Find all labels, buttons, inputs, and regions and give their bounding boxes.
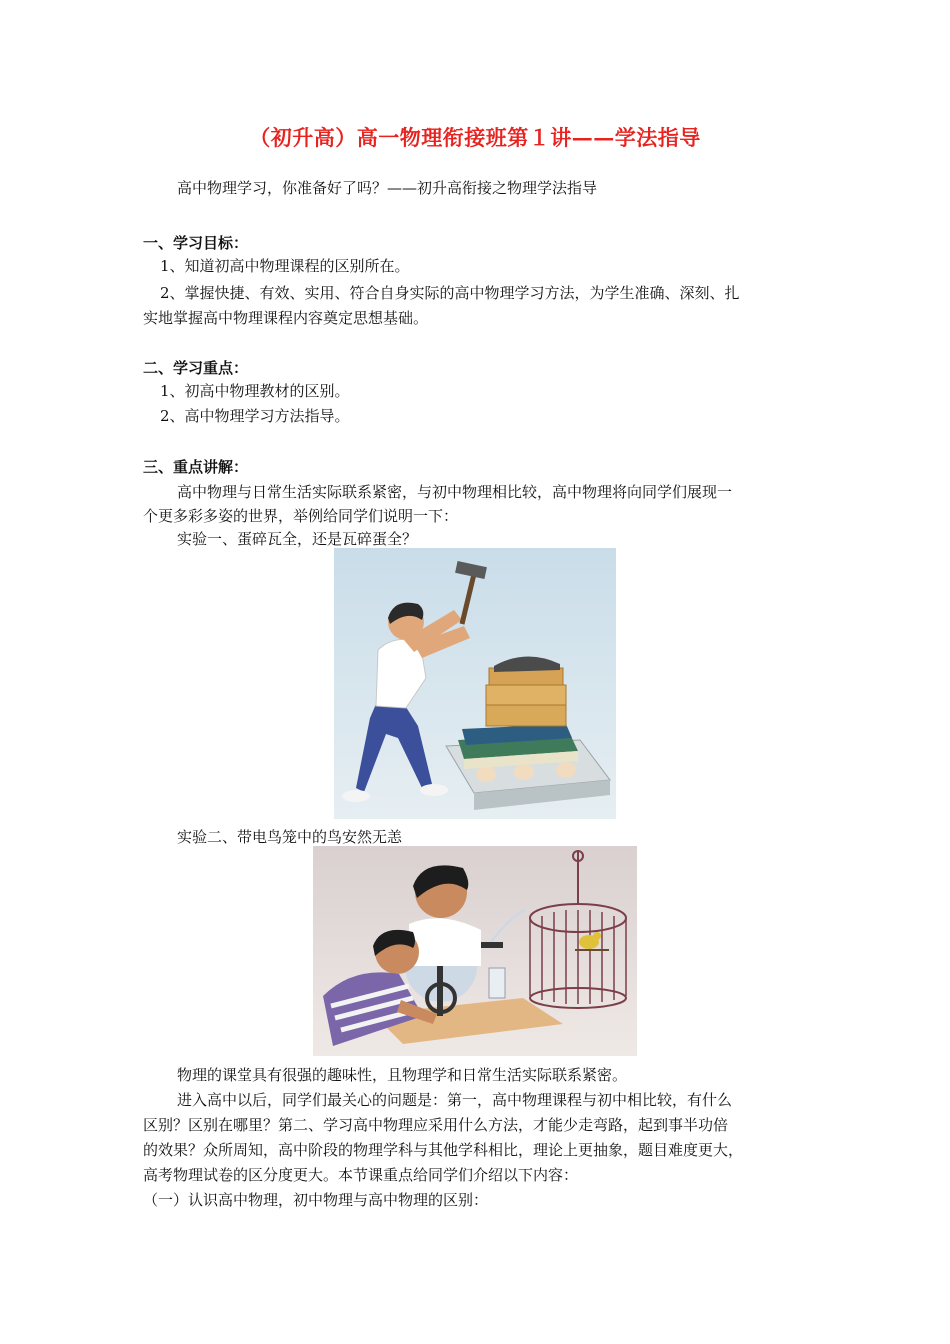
- experiment-2-caption: 实验二、带电鸟笼中的鸟安然无恙: [177, 828, 403, 846]
- section-2-heading: 二、学习重点：: [143, 359, 249, 377]
- section-3-paragraph-1: 高中物理与日常生活实际联系紧密，与初中物理相比较，高中物理将向同学们展现一: [177, 483, 733, 501]
- experiment-1-caption: 实验一、蛋碎瓦全，还是瓦碎蛋全？: [177, 530, 418, 548]
- birdcage-illustration: [313, 846, 637, 1056]
- section-2-item-1: 1、初高中物理教材的区别。: [160, 382, 350, 400]
- section-1-item-2: 2、掌握快捷、有效、实用、符合自身实际的高中物理学习方法，为学生准确、深刻、扎: [160, 284, 740, 302]
- section-2-item-2: 2、高中物理学习方法指导。: [160, 407, 350, 425]
- section-3-paragraph-3: 进入高中以后，同学们最关心的问题是：第一，高中物理课程与初中相比较，有什么: [177, 1091, 733, 1109]
- section-3-paragraph-1-cont: 个更多彩多姿的世界，举例给同学们说明一下：: [143, 507, 459, 525]
- document-title: （初升高）高一物理衔接班第１讲——学法指导: [249, 125, 701, 150]
- section-1-item-2-cont: 实地掌握高中物理课程内容奠定思想基础。: [143, 309, 429, 327]
- egg-brick-illustration: [334, 548, 616, 819]
- section-3-paragraph-2: 物理的课堂具有很强的趣味性，且物理学和日常生活实际联系紧密。: [177, 1066, 628, 1084]
- section-3-paragraph-3-cont-3: 高考物理试卷的区分度更大。本节课重点给同学们介绍以下内容：: [143, 1166, 579, 1184]
- section-1-item-1: 1、知道初高中物理课程的区别所在。: [160, 257, 410, 275]
- section-3-heading: 三、重点讲解：: [143, 458, 249, 476]
- section-3-paragraph-3-cont-1: 区别？区别在哪里？第二、学习高中物理应采用什么方法，才能少走弯路，起到事半功倍: [143, 1116, 729, 1134]
- section-3-paragraph-3-cont-2: 的效果？众所周知，高中阶段的物理学科与其他学科相比，理论上更抽象，题目难度更大，: [143, 1141, 744, 1159]
- section-1-heading: 一、学习目标：: [143, 234, 249, 252]
- intro-line: 高中物理学习，你准备好了吗？——初升高衔接之物理学法指导: [177, 179, 598, 197]
- subsection-1-heading: （一）认识高中物理，初中物理与高中物理的区别：: [143, 1191, 489, 1209]
